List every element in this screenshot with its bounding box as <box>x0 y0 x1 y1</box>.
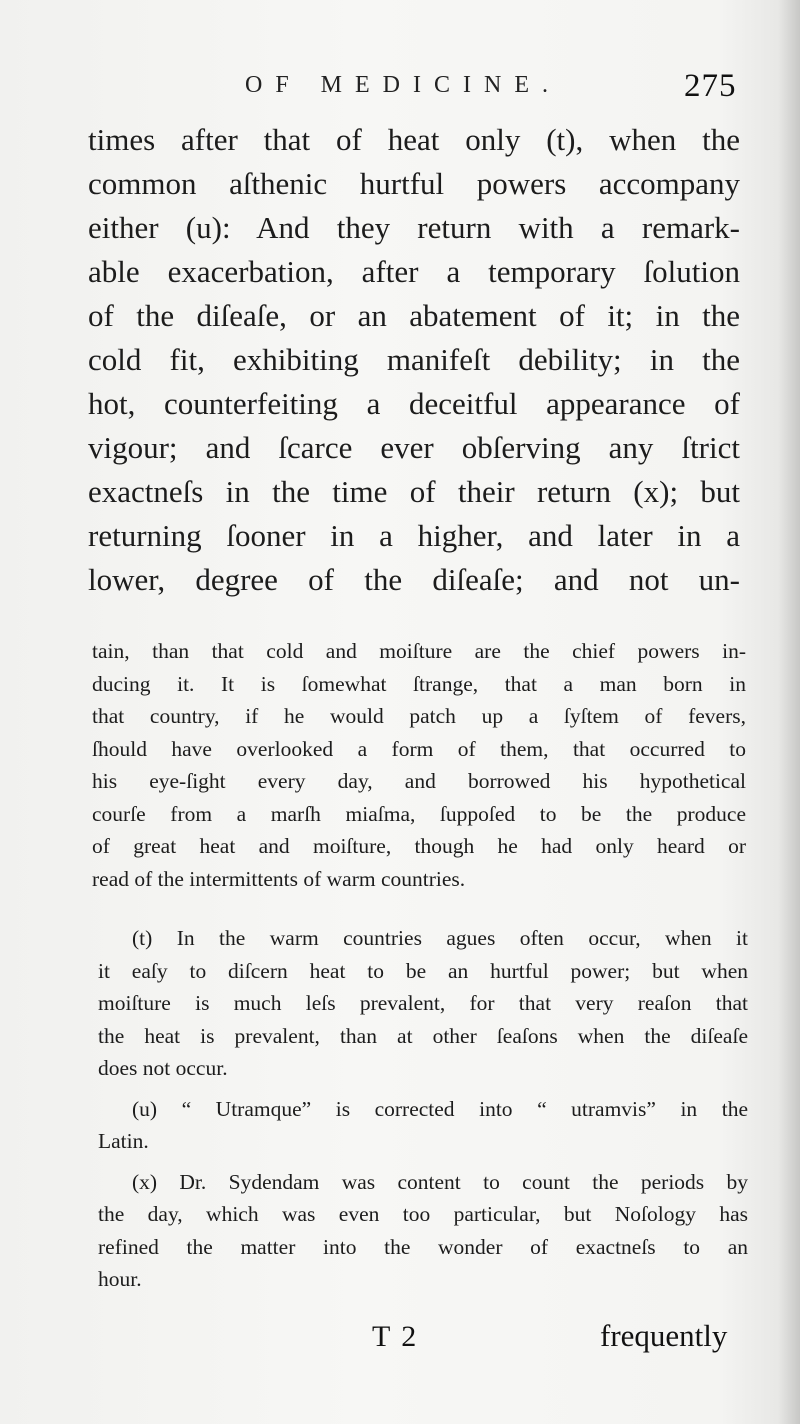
continued-footnote <box>92 635 746 895</box>
text-line: exactneſs in the time of their return (x); but <box>88 474 740 509</box>
text-line: returning ſooner in a higher, and later in a <box>88 518 740 553</box>
note-line: of great heat and moiſture, though he had only heard or <box>92 834 746 858</box>
text-line: able exacerbation, after a temporary ſolution <box>88 254 740 289</box>
text-line: cold fit, exhibiting manifeſt debility; in the <box>88 342 740 377</box>
footnote-u <box>98 1093 748 1158</box>
running-head: OF MEDICINE. <box>245 72 561 98</box>
page-header <box>0 68 800 108</box>
note-line: ſhould have overlooked a form of them, that occurred to <box>92 736 746 761</box>
catchword: frequently <box>600 1318 728 1353</box>
footnotes <box>98 922 748 1296</box>
note-line: the heat is prevalent, than at other ſeaſons when the diſeaſe <box>98 1023 748 1048</box>
page-footer <box>0 1314 800 1364</box>
note-line: that country, if he would patch up a ſyſtem of fevers, <box>92 704 746 728</box>
note-line: ducing it. It is ſomewhat ſtrange, that a man born in <box>92 671 746 696</box>
note-line: does not occur. <box>98 1056 228 1080</box>
note-line: hour. <box>98 1267 142 1291</box>
footnote-t <box>98 922 748 1085</box>
note-line: refined the matter into the wonder of exactneſs to an <box>98 1234 748 1259</box>
note-line: (u) “ Utramque” is corrected into “ utramvis” in the <box>132 1096 748 1121</box>
signature-mark: T 2 <box>372 1320 419 1353</box>
text-line: common aſthenic hurtful powers accompany <box>88 166 740 201</box>
note-line: (x) Dr. Sydendam was content to count the periods by <box>132 1169 748 1194</box>
main-text <box>88 118 740 602</box>
text-line: vigour; and ſcarce ever obſerving any ſtrict <box>88 430 740 465</box>
text-line: of the diſeaſe, or an abatement of it; in the <box>88 298 740 333</box>
page-number: 275 <box>684 68 737 104</box>
note-line: Latin. <box>98 1129 149 1153</box>
note-line: read of the intermittents of warm countries. <box>92 866 466 891</box>
note-line: (t) In the warm countries agues often occur, when it <box>132 926 748 950</box>
text-line: times after that of heat only (t), when the <box>88 122 740 157</box>
footnote-x <box>98 1166 748 1296</box>
note-line: it eaſy to diſcern heat to be an hurtful power; but when <box>98 958 748 983</box>
note-line: the day, which was even too particular, but Noſology has <box>98 1202 748 1226</box>
text-line: lower, degree of the diſeaſe; and not un- <box>88 562 740 597</box>
note-line: tain, than that cold and moiſture are the chief powers in- <box>92 639 746 663</box>
note-line: his eye-ſight every day, and borrowed his hypothetical <box>92 769 746 793</box>
text-line: hot, counterfeiting a deceitful appearance of <box>88 386 740 421</box>
text-line: either (u): And they return with a remark- <box>88 210 740 245</box>
note-line: moiſture is much leſs prevalent, for that very reaſon that <box>98 991 748 1015</box>
note-line: courſe from a marſh miaſma, ſuppoſed to be the produce <box>92 801 746 826</box>
page-edge-shadow <box>778 0 800 1424</box>
